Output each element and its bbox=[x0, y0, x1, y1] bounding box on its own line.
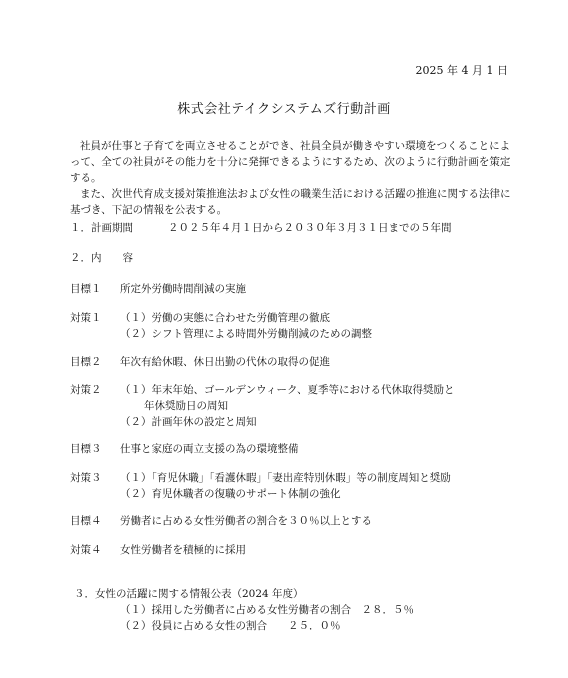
goal-text: 仕事と家庭の両立支援の為の環境整備 bbox=[120, 443, 299, 455]
goal-text: 所定外労働時間削減の実施 bbox=[120, 283, 246, 295]
plan-period-value: ２０２５年４月１日から２０３０年３月３１日までの５年間 bbox=[168, 222, 452, 234]
measure-item: （１）「育児休職」「看護休暇」「妻出産特別休暇」等の制度周知と奨励 bbox=[120, 472, 451, 484]
goal-label: 目標２ bbox=[70, 356, 102, 368]
measure-label: 対策３ bbox=[70, 472, 102, 484]
measure-item: （１）年末年始、ゴールデンウィーク、夏季等における代休取得奨励と bbox=[120, 384, 455, 396]
goal-label: 目標１ bbox=[70, 283, 102, 295]
measure-item: 女性労働者を積極的に採用 bbox=[120, 544, 246, 556]
document-date: 2025 年 4 月 1 日 bbox=[415, 64, 508, 77]
document-title: 株式会社テイクシステムズ行動計画 bbox=[177, 102, 391, 117]
intro-section bbox=[70, 138, 520, 218]
measure-item-continuation: 年休奨励日の周知 bbox=[144, 400, 228, 412]
intro-paragraph: 社員が仕事と子育てを両立させることができ、社員全員が働きやすい環境をつくることによって、全ての社員がその能力を十分に発揮できるようにするため、次のように行動計画を策定する。 bbox=[70, 140, 511, 184]
disclosure-item: （１）採用した労働者に占める女性労働者の割合 ２８．５％ bbox=[120, 604, 414, 616]
intro-paragraph: また、次世代育成支援対策推進法および女性の職業生活における活躍の推進に関する法律に基づき、下記の情報を公表する。 bbox=[70, 188, 511, 216]
disclosure-heading: ３．女性の活躍に関する情報公表（2024 年度） bbox=[74, 588, 304, 600]
goal-label: 目標４ bbox=[70, 515, 102, 527]
measure-item: （１）労働の実態に合わせた労働管理の徹底 bbox=[120, 312, 330, 324]
disclosure-item: （２）役員に占める女性の割合 ２５．０％ bbox=[120, 620, 341, 632]
contents-label: ２．内 容 bbox=[70, 252, 133, 264]
goal-text: 年次有給休暇、休日出勤の代休の取得の促進 bbox=[120, 356, 330, 368]
measure-label: 対策１ bbox=[70, 312, 102, 324]
measure-label: 対策２ bbox=[70, 384, 102, 396]
goal-text: 労働者に占める女性労働者の割合を３０％以上とする bbox=[120, 515, 372, 527]
measure-item: （２）育児休職者の復職のサポート体制の強化 bbox=[120, 488, 341, 500]
measure-item: （２）シフト管理による時間外労働削減のための調整 bbox=[120, 328, 372, 340]
measure-label: 対策４ bbox=[70, 544, 102, 556]
goal-label: 目標３ bbox=[70, 443, 102, 455]
plan-period-label: １．計画期間 bbox=[70, 222, 133, 234]
measure-item: （２）計画年休の設定と周知 bbox=[120, 416, 257, 428]
